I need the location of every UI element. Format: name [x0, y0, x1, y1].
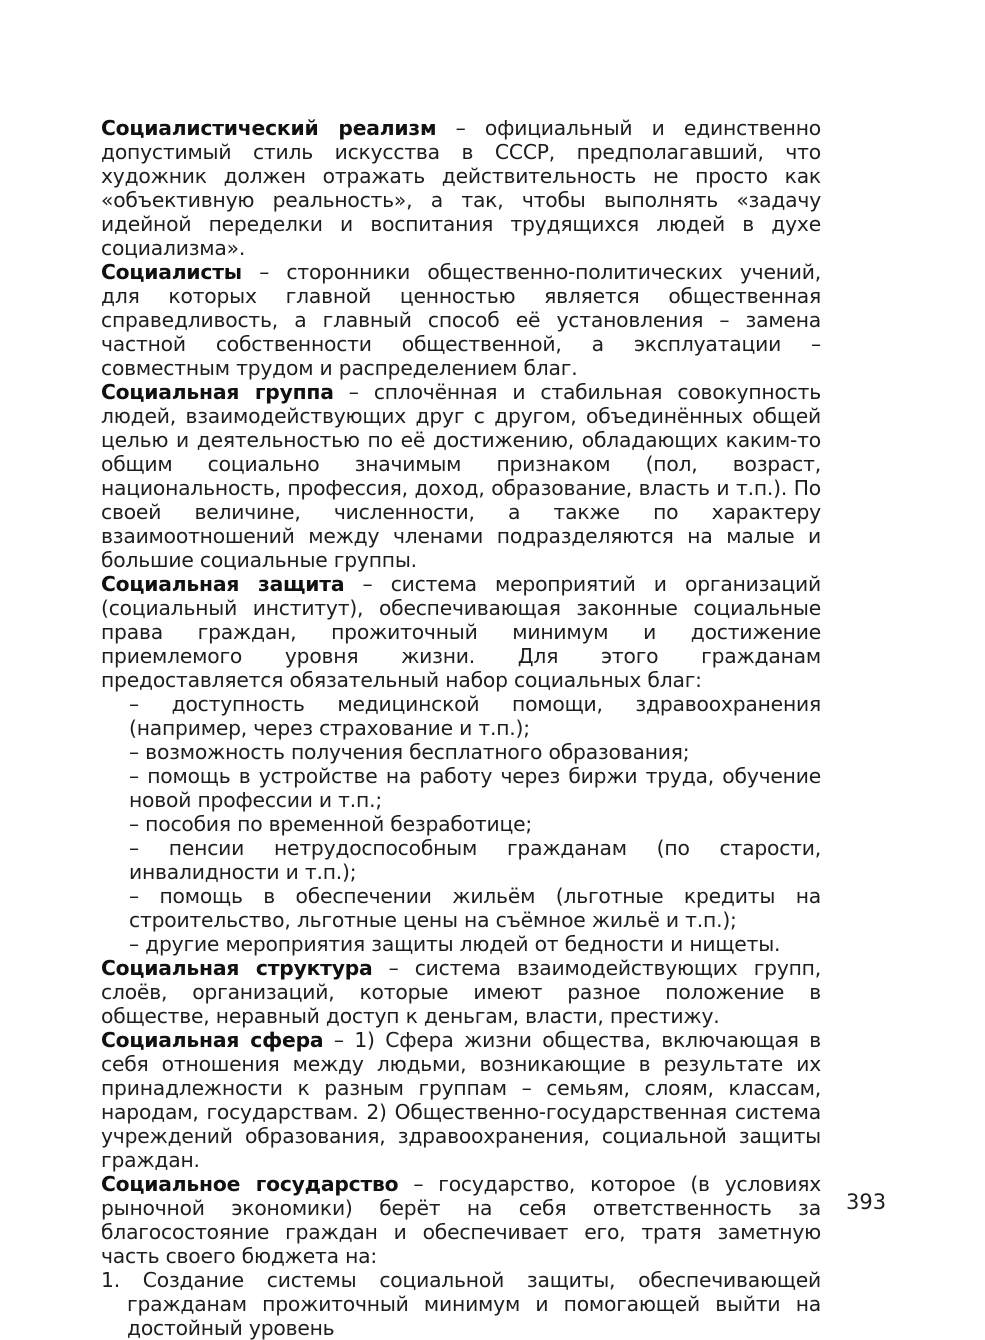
list-item: – пособия по временной безработице; [129, 812, 533, 836]
glossary-entry-social-sphere [101, 1028, 821, 1172]
definition-social-group: – сплочённая и стабильная совокупность людей, взаимодействующих друг с другом, объединённых общей целью и деятельностью по её достижению, обладающих каким-то общим социально значимым признаком (пол, возраст, национальность, профессия, доход, образование, власть и т.п.). По своей величине, численности, а также по характеру взаимоотношений между членами подразделяются на малые и большие социальные группы. [101, 380, 821, 572]
definition-socialists: – сторонники общественно-политических учений, для которых главной ценностью является общественная справедливость, а главный способ её установления – замена частной собственности общественной, а эксплуатации – совместным трудом и распределением благ. [101, 260, 821, 380]
glossary-entry-socialists [101, 260, 821, 380]
definition-welfare-state: – государство, которое (в условиях рыночной экономики) берёт на себя ответственность за благосостояние граждан и обеспечивает его, тратя заметную часть своего бюджета на: [101, 1172, 821, 1268]
welfare-state-numbered-list [101, 1268, 821, 1340]
list-item: – возможность получения бесплатного образования; [129, 740, 690, 764]
glossary-entry-social-structure [101, 956, 821, 1028]
term-social-group: Социальная группа [101, 380, 334, 404]
social-benefits-list [101, 692, 821, 956]
term-socialist-realism: Социалистический реализм [101, 116, 437, 140]
term-social-sphere: Социальная сфера [101, 1028, 324, 1052]
term-social-protection: Социальная защита [101, 572, 345, 596]
definition-social-structure: – система взаимодействующих групп, слоёв, организаций, которые имеют разное положение в обществе, неравный доступ к деньгам, власти, престижу. [101, 956, 821, 1028]
list-item: 1. Создание системы социальной защиты, обеспечивающей гражданам прожиточный минимум и помогающей выйти на достойный уровень [101, 1268, 821, 1340]
term-socialists: Социалисты [101, 260, 242, 284]
page-number: 393 [846, 1190, 887, 1214]
list-item: – помощь в устройстве на работу через биржи труда, обучение новой профессии и т.п.; [129, 764, 821, 812]
glossary-entry-welfare-state [101, 1172, 821, 1268]
term-welfare-state: Социальное государство [101, 1172, 399, 1196]
list-item: – пенсии нетрудоспособным гражданам (по старости, инвалидности и т.п.); [129, 836, 821, 884]
glossary-entry-social-group [101, 380, 821, 572]
document-body [101, 116, 821, 1340]
list-item: – другие мероприятия защиты людей от бедности и нищеты. [129, 932, 781, 956]
definition-social-protection: – система мероприятий и организаций (социальный институт), обеспечивающая законные социальные права граждан, прожиточный минимум и достижение приемлемого уровня жизни. Для этого гражданам предоставляется обязательный набор социальных благ: [101, 572, 821, 692]
definition-socialist-realism: – официальный и единственно допустимый стиль искусства в СССР, предполагавший, что художник должен отражать действительность не просто как «объективную реальность», а так, чтобы выполнять «задачу идейной переделки и воспитания трудящихся людей в духе социализма». [101, 116, 821, 260]
list-item: – доступность медицинской помощи, здравоохранения (например, через страхование и т.п.); [129, 692, 821, 740]
term-social-structure: Социальная структура [101, 956, 373, 980]
glossary-entry-social-protection [101, 572, 821, 692]
list-item: – помощь в обеспечении жильём (льготные кредиты на строительство, льготные цены на съёмное жильё и т.п.); [129, 884, 821, 932]
definition-social-sphere: – 1) Сфера жизни общества, включающая в себя отношения между людьми, возникающие в результате их принадлежности к разным группам – семьям, слоям, классам, народам, государствам. 2) Общественно-государственная система учреждений образования, здравоохранения, социальной защиты граждан. [101, 1028, 821, 1172]
glossary-entry-socialist-realism [101, 116, 821, 260]
